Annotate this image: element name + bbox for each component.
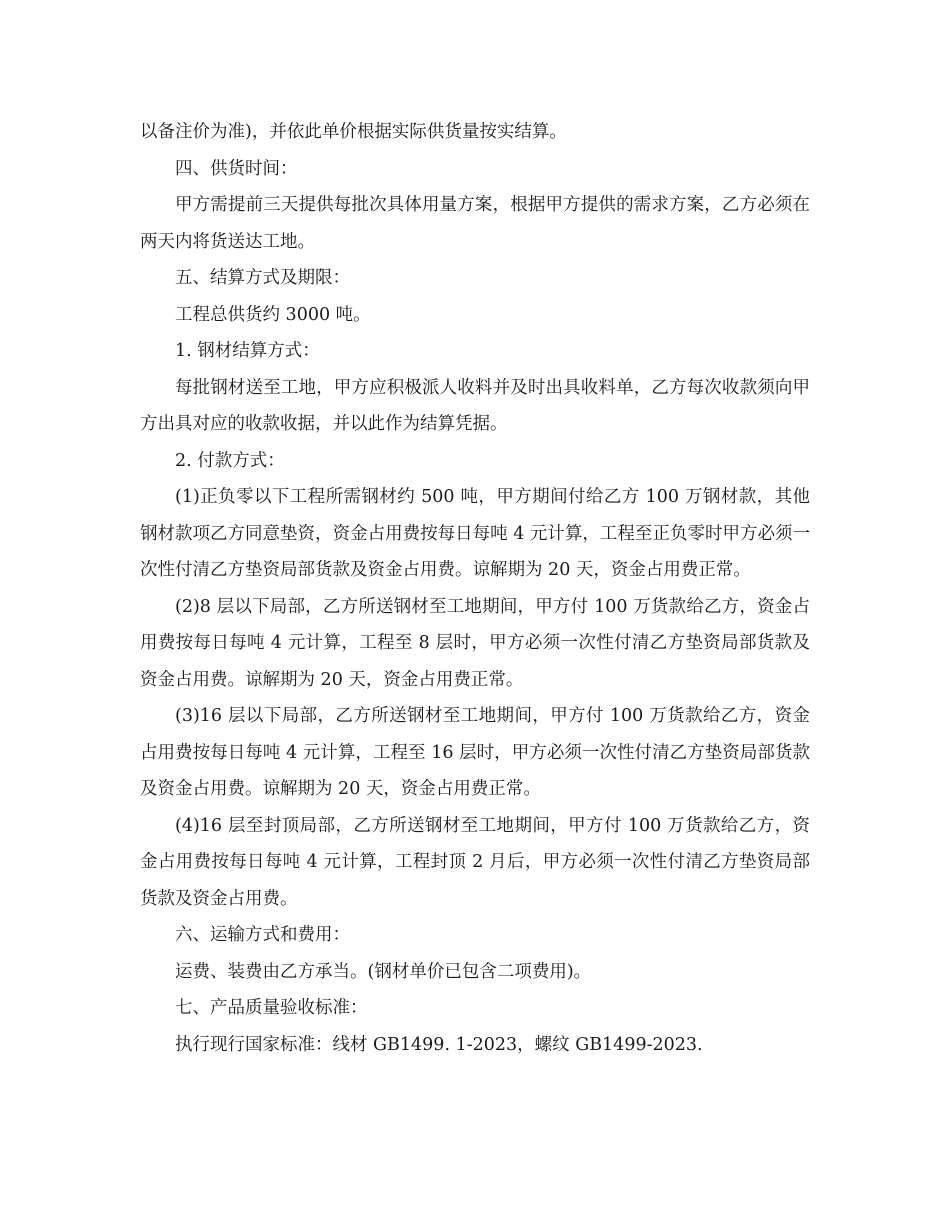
paragraph-quality-standard: 执行现行国家标准：线材 GB1499. 1-2023，螺纹 GB1499-2023. (175, 1034, 703, 1055)
paragraph-transport: 运费、装费由乙方承当。(钢材单价已包含二项费用)。 (175, 961, 592, 982)
paragraph-payment-2: (2)8 层以下局部，乙方所送钢材至工地期间，甲方付 100 万货款给乙方，资金占用费按每日每吨 4 元计算，工程至 8 层时，甲方必须一次性付清乙方垫资局部货款及资金占用费。谅解期为 20 天，资金占用费正常。 (140, 596, 810, 690)
paragraph-delivery-time: 甲方需提前三天提供每批次具体用量方案，根据甲方提供的需求方案，乙方必须在两天内将货送达工地。 (140, 195, 810, 252)
paragraph-payment-1: (1)正负零以下工程所需钢材约 500 吨，甲方期间付给乙方 100 万钢材款，其他钢材款项乙方同意垫资，资金占用费按每日每吨 4 元计算，工程至正负零时甲方必须一次性付清乙方垫资局部货款及资金占用费。谅解期为 20 天，资金占用费正常。 (140, 487, 810, 580)
heading-transport: 六、运输方式和费用： (175, 925, 350, 945)
heading-settlement: 五、结算方式及期限： (175, 268, 350, 288)
paragraph-payment-3: (3)16 层以下局部，乙方所送钢材至工地期间，甲方付 100 万货款给乙方，资金占用费按每日每吨 4 元计算，工程至 16 层时，甲方必须一次性付清乙方垫资局部货款及资金占用费。谅解期为 20 天，资金占用费正常。 (140, 706, 810, 799)
paragraph-payment-4: (4)16 层至封顶局部，乙方所送钢材至工地期间，甲方付 100 万货款给乙方，资金占用费按每日每吨 4 元计算，工程封顶 2 月后，甲方必须一次性付清乙方垫资局部货款及资金占用费。 (140, 815, 810, 909)
paragraph-price-note: 以备注价为准)，并依此单价根据实际供货量按实结算。 (140, 122, 567, 142)
paragraph-total-supply: 工程总供货约 3000 吨。 (175, 304, 371, 325)
heading-quality-standard: 七、产品质量验收标准： (175, 998, 368, 1018)
paragraph-steel-settlement: 每批钢材送至工地，甲方应积极派人收料并及时出具收料单，乙方每次收款须向甲方出具对应的收款收据，并以此作为结算凭据。 (140, 377, 810, 434)
subheading-steel-settlement: 1. 钢材结算方式： (175, 341, 320, 361)
document-body (140, 114, 810, 1063)
subheading-payment-method: 2. 付款方式： (175, 450, 285, 471)
heading-delivery-time: 四、供货时间： (175, 158, 298, 179)
